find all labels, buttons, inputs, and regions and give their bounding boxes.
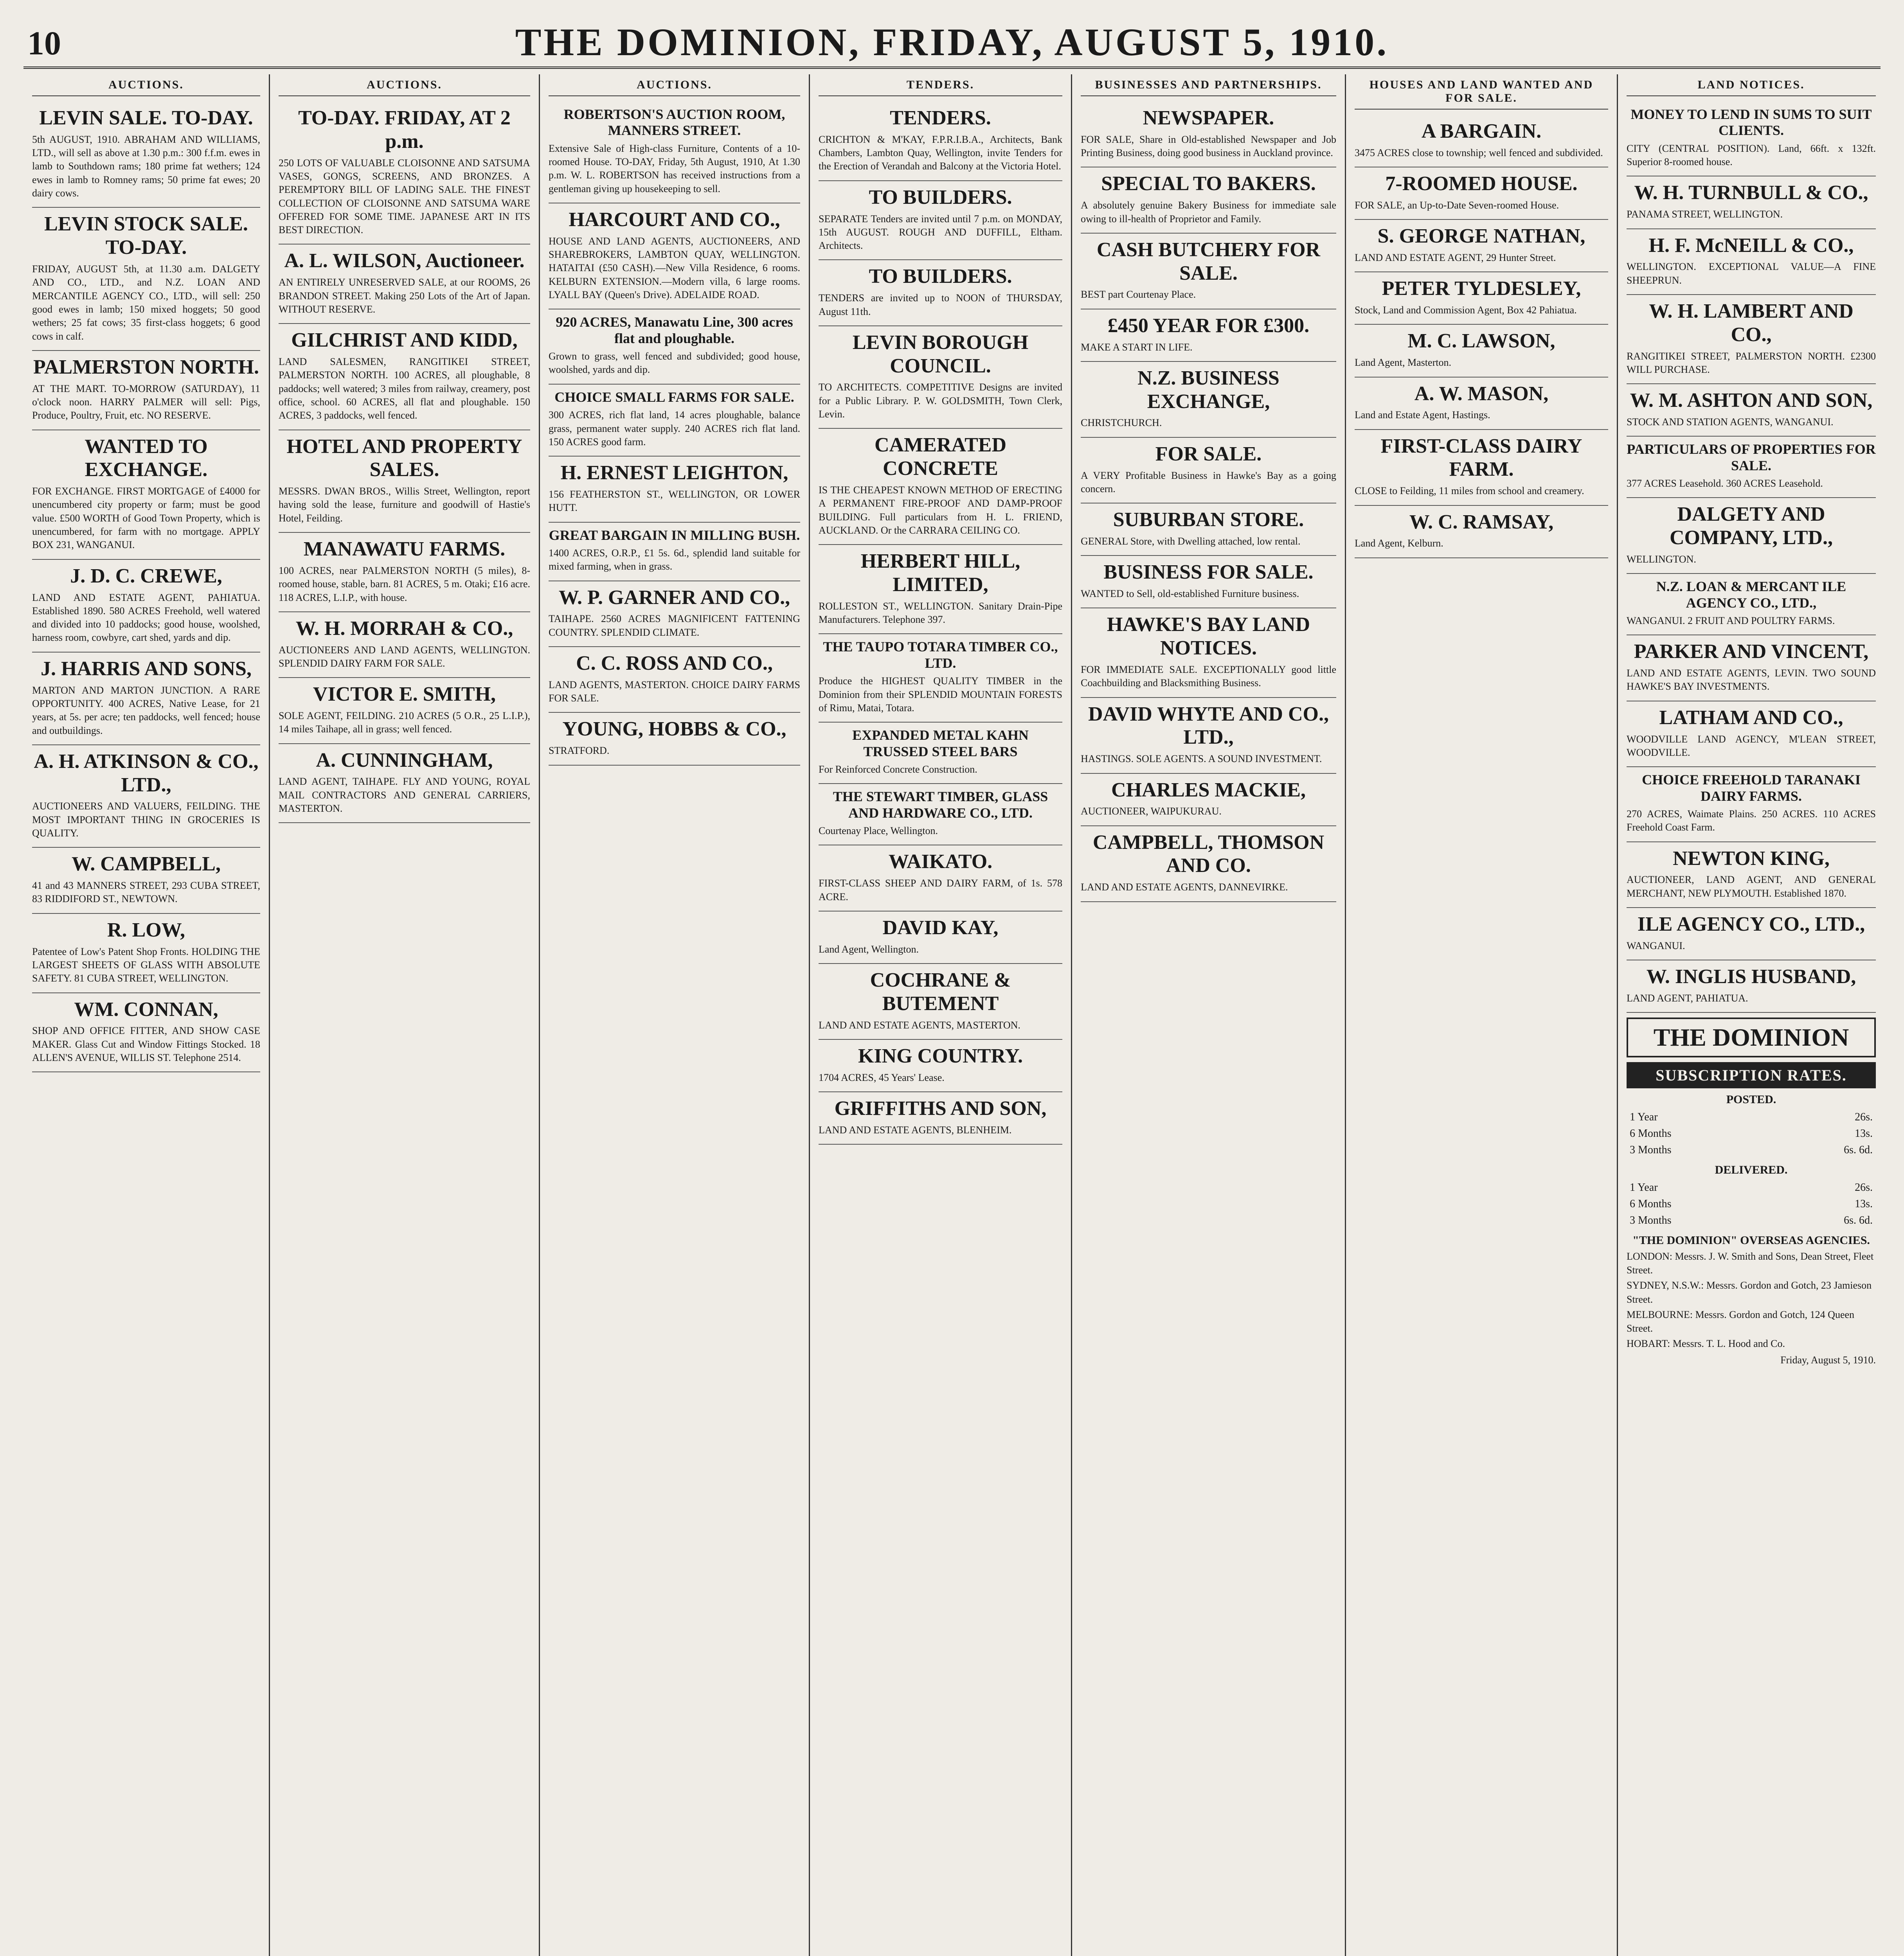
advertisement [1627, 498, 1876, 574]
date-line: Friday, August 5, 1910. [1780, 1354, 1876, 1366]
advertisement [1355, 325, 1608, 377]
ad-body: Land Agent, Masterton. [1355, 357, 1451, 369]
ad-title: LEVIN SALE. TO-DAY. [39, 107, 253, 129]
ad-title: MONEY TO LEND IN SUMS TO SUIT CLIENTS. [1630, 106, 1872, 138]
advertisement [819, 845, 1062, 911]
advertisement [279, 744, 530, 823]
posted-rates-table [1627, 1109, 1876, 1159]
ad-title: W. M. ASHTON AND SON, [1630, 389, 1873, 412]
ad-body: STOCK AND STATION AGENTS, WANGANUI. [1627, 416, 1834, 428]
ad-body: AUCTIONEERS AND LAND AGENTS, WELLINGTON. SPLENDID DAIRY FARM FOR SALE. [279, 644, 530, 669]
ad-title: GRIFFITHS AND SON, [834, 1097, 1047, 1120]
ad-title: TO BUILDERS. [869, 186, 1012, 209]
ad-title: £450 YEAR FOR £300. [1107, 314, 1310, 337]
advertisement [1081, 556, 1336, 608]
posted-heading: POSTED. [1726, 1093, 1776, 1106]
advertisement [1627, 176, 1876, 229]
advertisement [819, 181, 1062, 261]
ad-body: PANAMA STREET, WELLINGTON. [1627, 209, 1783, 220]
overseas-agencies-heading: "THE DOMINION" OVERSEAS AGENCIES. [1632, 1234, 1870, 1247]
advertisement [32, 745, 260, 848]
advertisement [1355, 506, 1608, 558]
ad-title: HARCOURT AND CO., [569, 209, 780, 231]
advertisement [549, 385, 800, 457]
ad-title: MANAWATU FARMS. [303, 538, 506, 561]
ad-body: 41 and 43 MANNERS STREET, 293 CUBA STREET, 83 RIDDIFORD ST., NEWTOWN. [32, 880, 260, 905]
ad-body: FOR IMMEDIATE SALE. EXCEPTIONALLY good little Coachbuilding and Blacksmithing Business. [1081, 664, 1336, 689]
advertisement [279, 612, 530, 678]
ad-body: FIRST-CLASS SHEEP AND DAIRY FARM, of 1s. 578 ACRE. [819, 877, 1062, 902]
ad-body: Patentee of Low's Patent Shop Fronts. HOLDING THE LARGEST SHEETS OF GLASS WITH ABSOLUTE SAFETY. 81 CUBA STREET, WELLINGTON. [32, 946, 260, 984]
page-number: 10 [27, 24, 61, 62]
ad-body: LAND AND ESTATE AGENT, 29 Hunter Street. [1355, 252, 1556, 264]
advertisement [819, 723, 1062, 784]
advertisement [819, 326, 1062, 429]
advertisement [1627, 574, 1876, 635]
ad-title: J. D. C. CREWE, [70, 565, 222, 587]
ad-title: A. W. MASON, [1414, 382, 1549, 405]
ad-body: AUCTIONEER, LAND AGENT, AND GENERAL MERCHANT, NEW PLYMOUTH. Established 1870. [1627, 874, 1876, 899]
ad-title: HERBERT HILL, LIMITED, [860, 550, 1020, 596]
ad-body: 100 ACRES, near PALMERSTON NORTH (5 miles), 8-roomed house, stable, barn. 81 ACRES, 5 m. Otaki; £16 acre. 118 ACRES, L.I.P., with house. [279, 565, 530, 603]
ad-body: FOR SALE, an Up-to-Date Seven-roomed House. [1355, 199, 1559, 211]
ad-title: N.Z. LOAN & MERCANT ILE AGENCY CO., LTD., [1656, 579, 1846, 611]
ad-body: CLOSE to Feilding, 11 miles from school and creamery. [1355, 485, 1584, 497]
columns [23, 74, 1881, 1956]
ad-body: WELLINGTON. EXCEPTIONAL VALUE—A FINE SHEEPRUN. [1627, 261, 1876, 286]
ad-body: MESSRS. DWAN BROS., Willis Street, Wellington, report having sold the lease, furniture and goodwill of Hastie's Hotel, Feilding. [279, 485, 530, 524]
ad-body: LAND AND ESTATE AGENTS, LEVIN. TWO SOUND HAWKE'S BAY INVESTMENTS. [1627, 667, 1876, 692]
ad-title: ROBERTSON'S AUCTION ROOM, MANNERS STREET. [563, 106, 785, 138]
rate-row [1627, 1109, 1875, 1125]
ad-body: 377 ACRES Leasehold. 360 ACRES Leasehold. [1627, 478, 1823, 489]
column-1 [23, 74, 270, 1956]
ad-title: PARKER AND VINCENT, [1634, 640, 1869, 663]
advertisement [1627, 295, 1876, 384]
advertisement [1627, 384, 1876, 437]
ad-title: DAVID KAY, [882, 916, 999, 939]
ad-body: SHOP AND OFFICE FITTER, AND SHOW CASE MAKER. Glass Cut and Window Fittings Stocked. 18 ALLEN'S AVENUE, WILLIS ST. Telephone 2514. [32, 1025, 260, 1063]
ad-body: ROLLESTON ST., WELLINGTON. Sanitary Drain-Pipe Manufacturers. Telephone 397. [819, 600, 1062, 626]
ad-body: FRIDAY, AUGUST 5th, at 11.30 a.m. DALGETY AND CO., LTD., and N.Z. LOAN AND MERCANTILE AGENCY CO., LTD., will sell: 250 good ewes in lamb; 150 mixed hoggets; 50 good wethers; 25 fat cows; 35 first-class hoggets; 6 good cows in calf. [32, 263, 260, 342]
ad-title: WANTED TO EXCHANGE. [85, 435, 208, 481]
advertisement [549, 309, 800, 384]
column-heading: AUCTIONS. [549, 78, 800, 96]
ad-title: A. L. WILSON, Auctioneer. [284, 250, 525, 272]
ad-body: Grown to grass, well fenced and subdivided; good house, woolshed, yards and dip. [549, 351, 800, 376]
agency-line: LONDON: Messrs. J. W. Smith and Sons, Dean Street, Fleet Street. [1627, 1251, 1874, 1276]
advertisement [279, 533, 530, 612]
advertisement [1627, 767, 1876, 842]
ad-title: W. H. MORRAH & CO., [295, 617, 513, 640]
advertisement [1081, 608, 1336, 698]
ad-body: FOR SALE, Share in Old-established Newspaper and Job Printing Business, doing good business in Auckland province. [1081, 133, 1336, 159]
ad-title: TO-DAY. FRIDAY, AT 2 p.m. [298, 107, 511, 153]
advertisement [1081, 167, 1336, 233]
ad-body: 156 FEATHERSTON ST., WELLINGTON, OR LOWER HUTT. [549, 488, 800, 514]
ad-body: LAND AND ESTATE AGENTS, MASTERTON. [819, 1019, 1020, 1031]
ad-body: WANGANUI. 2 FRUIT AND POULTRY FARMS. [1627, 615, 1835, 627]
column-4 [810, 74, 1072, 1956]
column-heading: BUSINESSES AND PARTNERSHIPS. [1081, 78, 1336, 96]
advertisement [819, 1040, 1062, 1092]
ad-title: THE TAUPO TOTARA TIMBER CO., LTD. [823, 639, 1058, 671]
ad-title: KING COUNTRY. [858, 1045, 1023, 1067]
ad-title: FOR SALE. [1155, 442, 1262, 465]
ad-body: AT THE MART. TO-MORROW (SATURDAY), 11 o'clock noon. HARRY PALMER will sell: Pigs, Produce, Poultry, Fruit, etc. NO RESERVE. [32, 383, 260, 421]
ad-body: 1704 ACRES, 45 Years' Lease. [819, 1071, 945, 1083]
ad-title: W. C. RAMSAY, [1409, 511, 1554, 533]
advertisement [819, 102, 1062, 181]
ad-body: For Reinforced Concrete Construction. [819, 763, 977, 775]
ad-body: WOODVILLE LAND AGENCY, M'LEAN STREET, WOODVILLE. [1627, 733, 1876, 758]
ad-body: GENERAL Store, with Dwelling attached, low rental. [1081, 535, 1301, 547]
ad-title: M. C. LAWSON, [1407, 330, 1555, 352]
ad-title: WAIKATO. [888, 850, 993, 873]
advertisement [1627, 635, 1876, 701]
column-heading: HOUSES AND LAND WANTED AND FOR SALE. [1355, 78, 1608, 110]
advertisement [1627, 229, 1876, 295]
subscription-title: THE DOMINION [1627, 1018, 1876, 1057]
advertisement [1081, 503, 1336, 556]
advertisement [1081, 774, 1336, 826]
ad-title: GREAT BARGAIN IN MILLING BUSH. [549, 527, 800, 543]
ad-body: HASTINGS. SOLE AGENTS. A SOUND INVESTMENT. [1081, 753, 1322, 765]
advertisement [32, 351, 260, 430]
advertisement [1081, 362, 1336, 438]
ad-title: PALMERSTON NORTH. [33, 356, 259, 378]
ad-title: A. CUNNINGHAM, [316, 749, 493, 771]
advertisement [1081, 309, 1336, 362]
ad-body: CHRISTCHURCH. [1081, 417, 1162, 429]
advertisement [819, 964, 1062, 1040]
ad-title: W. P. GARNER AND CO., [558, 586, 790, 609]
ad-title: GILCHRIST AND KIDD, [291, 329, 518, 352]
advertisement [1627, 437, 1876, 498]
newspaper-title: THE DOMINION, FRIDAY, AUGUST 5, 1910. [515, 20, 1389, 64]
agency-line: SYDNEY, N.S.W.: Messrs. Gordon and Gotch, 23 Jamieson Street. [1627, 1280, 1872, 1305]
ad-body: 300 ACRES, rich flat land, 14 acres ploughable, balance grass, permanent water supply. 240 ACRES rich flat land. 150 ACRES good farm. [549, 409, 800, 448]
column-heading: TENDERS. [819, 78, 1062, 96]
ad-title: A BARGAIN. [1421, 120, 1542, 142]
rate-period: 3 Months [1630, 1144, 1672, 1156]
rate-price: 6s. 6d. [1844, 1144, 1873, 1156]
advertisement [279, 102, 530, 244]
ad-body: MAKE A START IN LIFE. [1081, 341, 1193, 353]
ad-body: LAND AGENTS, MASTERTON. CHOICE DAIRY FARMS FOR SALE. [549, 679, 800, 704]
masthead [23, 8, 1881, 69]
advertisement [1627, 701, 1876, 767]
advertisement [549, 457, 800, 522]
ad-title: 920 ACRES, Manawatu Line, 300 acres flat and ploughable. [556, 314, 793, 346]
ad-body: RANGITIKEI STREET, PALMERSTON NORTH. £2300 WILL PURCHASE. [1627, 350, 1876, 375]
ad-title: CHARLES MACKIE, [1111, 778, 1306, 801]
ad-title: DAVID WHYTE AND CO., LTD., [1088, 703, 1329, 749]
column-heading: AUCTIONS. [279, 78, 530, 96]
advertisement [1355, 272, 1608, 325]
advertisement [32, 560, 260, 653]
advertisement [32, 914, 260, 993]
advertisement [549, 102, 800, 203]
advertisement [549, 581, 800, 647]
ad-title: ILE AGENCY CO., LTD., [1637, 913, 1865, 936]
ad-title: LEVIN BOROUGH COUNCIL. [852, 331, 1029, 377]
ad-body: WELLINGTON. [1627, 553, 1696, 565]
ad-body: LAND AGENT, TAIHAPE. FLY AND YOUNG, ROYAL MAIL CONTRACTORS AND GENERAL CARRIERS, MASTERTON. [279, 776, 530, 814]
ad-title: HAWKE'S BAY LAND NOTICES. [1107, 613, 1310, 660]
ad-title: PETER TYLDESLEY, [1382, 277, 1581, 300]
ad-title: SPECIAL TO BAKERS. [1101, 173, 1316, 195]
rate-row [1627, 1180, 1875, 1196]
ad-title: PARTICULARS OF PROPERTIES FOR SALE. [1627, 441, 1876, 473]
ad-body: WANGANUI. [1627, 940, 1685, 951]
ad-title: S. GEORGE NATHAN, [1377, 225, 1585, 248]
ad-title: W. H. LAMBERT AND CO., [1649, 300, 1854, 346]
column-7 [1618, 74, 1884, 1956]
ad-body: 270 ACRES, Waimate Plains. 250 ACRES. 110 ACRES Freehold Coast Farm. [1627, 808, 1876, 833]
ad-title: TENDERS. [890, 107, 991, 129]
ad-title: SUBURBAN STORE. [1113, 509, 1304, 531]
ad-title: W. INGLIS HUSBAND, [1646, 965, 1856, 988]
rate-row [1627, 1213, 1875, 1228]
advertisement [32, 102, 260, 208]
advertisement [32, 208, 260, 351]
ad-title: DALGETY AND COMPANY, LTD., [1669, 503, 1833, 549]
ad-title: H. F. McNEILL & CO., [1648, 234, 1854, 257]
agency-line: MELBOURNE: Messrs. Gordon and Gotch, 124 Queen Street. [1627, 1309, 1855, 1334]
advertisement [1355, 220, 1608, 272]
ad-title: J. HARRIS AND SONS, [41, 657, 252, 680]
ad-title: H. ERNEST LEIGHTON, [560, 462, 788, 484]
agency-line: HOBART: Messrs. T. L. Hood and Co. [1627, 1338, 1785, 1349]
ad-title: CHOICE SMALL FARMS FOR SALE. [554, 389, 794, 405]
ad-title: N.Z. BUSINESS EXCHANGE, [1137, 367, 1280, 413]
ad-body: MARTON AND MARTON JUNCTION. A RARE OPPORTUNITY. 400 ACRES, Native Lease, for 21 years, at 5s. per acre; ten paddocks, well fenced; house and outbuildings. [32, 684, 260, 736]
ad-body: 5th AUGUST, 1910. ABRAHAM AND WILLIAMS, LTD., will sell as above at 1.30 p.m.: 300 f.f.m. ewes in lamb to Southdown rams; 180 prime fat wethers; 124 ewes in lamb to Romney rams; 50 prime fat ewes; 20 dairy cows. [32, 133, 260, 199]
ad-body: IS THE CHEAPEST KNOWN METHOD OF ERECTING A PERMANENT FIRE-PROOF AND DAMP-PROOF BUILDING. Full particulars from H. L. FRIEND, AUCKLAND. Or the CARRARA CEILING CO. [819, 484, 1062, 536]
ad-body: 250 LOTS OF VALUABLE CLOISONNE AND SATSUMA VASES, GONGS, SCREENS, AND BRONZES. A PEREMPTORY BILL OF LADING SALE. THE FINEST COLLECTION OF CLOISONNE AND SATSUMA WARE OFFERED FOR SOME TIME. JAPANESE ART IN ITS BEST DIRECTION. [279, 157, 530, 236]
ad-body: Land and Estate Agent, Hastings. [1355, 409, 1490, 421]
ad-title: LEVIN STOCK SALE. TO-DAY. [44, 213, 248, 259]
ad-body: HOUSE AND LAND AGENTS, AUCTIONEERS, AND SHAREBROKERS, LAMBTON QUAY, WELLINGTON. HATAITAI (£50 CASH).—New Villa Residence, 6 rooms. KELBURN EXTENSION.—Modern villa, 6 large rooms. LYALL BAY (Queen's Drive). ADELAIDE ROAD. [549, 235, 800, 301]
ad-body: SOLE AGENT, FEILDING. 210 ACRES (5 O.R., 25 L.I.P.), 14 miles Taihape, all in grass; well fenced. [279, 710, 530, 735]
column-5 [1072, 74, 1346, 1956]
ad-body: AUCTIONEERS AND VALUERS, FEILDING. THE MOST IMPORTANT THING IN GROCERIES IS QUALITY. [32, 800, 260, 839]
advertisement [1355, 115, 1608, 167]
rate-price: 26s. [1855, 1181, 1873, 1194]
ad-body: Land Agent, Wellington. [819, 943, 919, 955]
advertisement [32, 430, 260, 560]
advertisement [32, 993, 260, 1073]
ad-title: W. H. TURNBULL & CO., [1634, 182, 1868, 204]
advertisement [279, 430, 530, 533]
ad-title: HOTEL AND PROPERTY SALES. [286, 435, 522, 481]
advertisement [819, 545, 1062, 634]
ad-body: TO ARCHITECTS. COMPETITIVE Designs are invited for a Public Library. P. W. GOLDSMITH, Town Clerk, Levin. [819, 381, 1062, 420]
column-heading: AUCTIONS. [32, 78, 260, 96]
advertisement [1081, 438, 1336, 503]
delivered-heading: DELIVERED. [1715, 1163, 1788, 1177]
rate-period: 1 Year [1630, 1111, 1658, 1124]
advertisement [1081, 102, 1336, 167]
ad-body: CRICHTON & M'KAY, F.P.R.I.B.A., Architects, Bank Chambers, Lambton Quay, Wellington, invite Tenders for the Erection of Verandah and Balcony at the Victoria Hotel. [819, 133, 1062, 172]
ad-body: Produce the HIGHEST QUALITY TIMBER in the Dominion from their SPLENDID MOUNTAIN FORESTS of Rimu, Matai, Totara. [819, 675, 1062, 714]
advertisement [1081, 698, 1336, 774]
column-2 [270, 74, 540, 1956]
ad-title: BUSINESS FOR SALE. [1103, 561, 1314, 584]
ad-body: FOR EXCHANGE. FIRST MORTGAGE of £4000 for unencumbered city property or farm; must be good value. £500 WORTH of Good Town Property, which is unencumbered, for farm with no mortgage. APPLY BOX 231, WANGANUI. [32, 485, 260, 551]
ad-body: BEST part Courtenay Place. [1081, 289, 1196, 300]
advertisement [279, 244, 530, 324]
advertisement [819, 634, 1062, 723]
advertisement [549, 713, 800, 765]
ad-body: Courtenay Place, Wellington. [819, 825, 938, 837]
column-heading: LAND NOTICES. [1627, 78, 1876, 96]
ad-body: 3475 ACRES close to township; well fenced and subdivided. [1355, 147, 1603, 158]
advertisement [1081, 826, 1336, 902]
rate-row [1627, 1142, 1875, 1158]
ad-title: VICTOR E. SMITH, [313, 683, 496, 706]
ad-title: W. CAMPBELL, [72, 853, 221, 876]
ad-body: LAND AND ESTATE AGENT, PAHIATUA. Established 1890. 580 ACRES Freehold, well watered and divided into 10 paddocks; good house, woolshed, harness room, cowbyre, cart shed, yards and dip. [32, 591, 260, 644]
ad-body: LAND AND ESTATE AGENTS, BLENHEIM. [819, 1124, 1012, 1136]
rate-period: 3 Months [1630, 1214, 1672, 1227]
advertisement [1355, 378, 1608, 430]
advertisement [32, 848, 260, 913]
subscription-rates-heading: SUBSCRIPTION RATES. [1627, 1062, 1876, 1088]
ad-title: CASH BUTCHERY FOR SALE. [1096, 238, 1321, 284]
advertisement [1627, 102, 1876, 176]
ad-body: LAND AGENT, PAHIATUA. [1627, 992, 1748, 1004]
ad-title: TO BUILDERS. [869, 265, 1012, 288]
rate-price: 26s. [1855, 1111, 1873, 1124]
advertisement [1081, 234, 1336, 309]
advertisement [1355, 430, 1608, 506]
ad-body: TENDERS are invited up to NOON of THURSDAY, August 11th. [819, 292, 1062, 317]
advertisement [819, 784, 1062, 845]
rate-period: 6 Months [1630, 1127, 1672, 1140]
ad-body: LAND SALESMEN, RANGITIKEI STREET, PALMERSTON NORTH. 100 ACRES, all ploughable, 8 paddocks; well watered; 3 miles from railway, creamery, post office, school. 60 ACRES, all flat and ploughable. 150 ACRES, 3 paddocks, well fenced. [279, 356, 530, 421]
advertisement [819, 1092, 1062, 1145]
advertisement [819, 911, 1062, 964]
ad-title: A. H. ATKINSON & CO., LTD., [34, 750, 259, 796]
ad-body: LAND AND ESTATE AGENTS, DANNEVIRKE. [1081, 881, 1288, 893]
ad-title: FIRST-CLASS DAIRY FARM. [1380, 435, 1582, 481]
advertisement [549, 203, 800, 309]
ad-body: Stock, Land and Commission Agent, Box 42 Pahiatua. [1355, 304, 1577, 316]
advertisement [279, 678, 530, 744]
rate-row [1627, 1126, 1875, 1142]
ad-body: Land Agent, Kelburn. [1355, 538, 1443, 549]
ad-title: NEWSPAPER. [1143, 107, 1274, 129]
advertisement [1355, 167, 1608, 220]
ad-body: STRATFORD. [549, 745, 610, 757]
ad-body: AN ENTIRELY UNRESERVED SALE, at our ROOMS, 26 BRANDON STREET. Making 250 Lots of the Art of Japan. WITHOUT RESERVE. [279, 277, 530, 315]
ad-title: R. LOW, [107, 919, 185, 941]
advertisement [819, 260, 1062, 326]
column-3 [540, 74, 810, 1956]
ad-title: CHOICE FREEHOLD TARANAKI DAIRY FARMS. [1642, 772, 1861, 804]
subscription-box [1627, 1018, 1876, 1366]
ad-title: COCHRANE & BUTEMENT [870, 969, 1011, 1015]
rate-period: 1 Year [1630, 1181, 1658, 1194]
ad-title: NEWTON KING, [1673, 847, 1830, 870]
column-6 [1346, 74, 1618, 1956]
ad-body: A VERY Profitable Business in Hawke's Bay as a going concern. [1081, 469, 1336, 494]
ad-title: CAMPBELL, THOMSON AND CO. [1092, 831, 1325, 877]
ad-title: C. C. ROSS AND CO., [576, 652, 773, 674]
ad-title: CAMERATED CONCRETE [874, 434, 1007, 480]
ad-body: CITY (CENTRAL POSITION). Land, 66ft. x 132ft. Superior 8-roomed house. [1627, 142, 1876, 168]
ad-body: WANTED to Sell, old-established Furniture business. [1081, 588, 1299, 600]
ad-title: LATHAM AND CO., [1659, 706, 1843, 729]
ad-title: 7-ROOMED HOUSE. [1385, 173, 1578, 195]
ad-body: 1400 ACRES, O.R.P., £1 5s. 6d., splendid land suitable for mixed farming, when in grass. [549, 547, 800, 572]
rate-price: 13s. [1855, 1127, 1873, 1140]
rate-row [1627, 1196, 1875, 1212]
ad-title: EXPANDED METAL KAHN TRUSSED STEEL BARS [852, 727, 1029, 759]
delivered-rates-table [1627, 1179, 1876, 1229]
ad-body: A absolutely genuine Bakery Business for immediate sale owing to ill-health of Proprietor and Family. [1081, 200, 1336, 225]
advertisement [279, 324, 530, 430]
advertisement [1627, 960, 1876, 1013]
advertisement [549, 647, 800, 713]
rate-price: 6s. 6d. [1844, 1214, 1873, 1227]
advertisement [549, 523, 800, 581]
ad-body: AUCTIONEER, WAIPUKURAU. [1081, 805, 1222, 817]
advertisement [819, 429, 1062, 545]
advertisement [32, 653, 260, 745]
rate-price: 13s. [1855, 1198, 1873, 1210]
ad-title: WM. CONNAN, [74, 998, 218, 1021]
ad-body: TAIHAPE. 2560 ACRES MAGNIFICENT FATTENING COUNTRY. SPLENDID CLIMATE. [549, 613, 800, 638]
ad-body: SEPARATE Tenders are invited until 7 p.m. on MONDAY, 15th AUGUST. ROUGH AND DUFFILL, Eltham. Architects. [819, 213, 1062, 252]
ad-body: Extensive Sale of High-class Furniture, Contents of a 10-roomed House. TO-DAY, Friday, 5th August, 1910, At 1.30 p.m. W. L. ROBERTSON has received instructions from a gentleman giving up housekeeping to sell. [549, 142, 800, 194]
advertisement [1627, 908, 1876, 960]
rate-period: 6 Months [1630, 1198, 1672, 1210]
ad-title: THE STEWART TIMBER, GLASS AND HARDWARE CO., LTD. [833, 789, 1048, 821]
ad-title: YOUNG, HOBBS & CO., [562, 718, 786, 741]
advertisement [1627, 842, 1876, 908]
